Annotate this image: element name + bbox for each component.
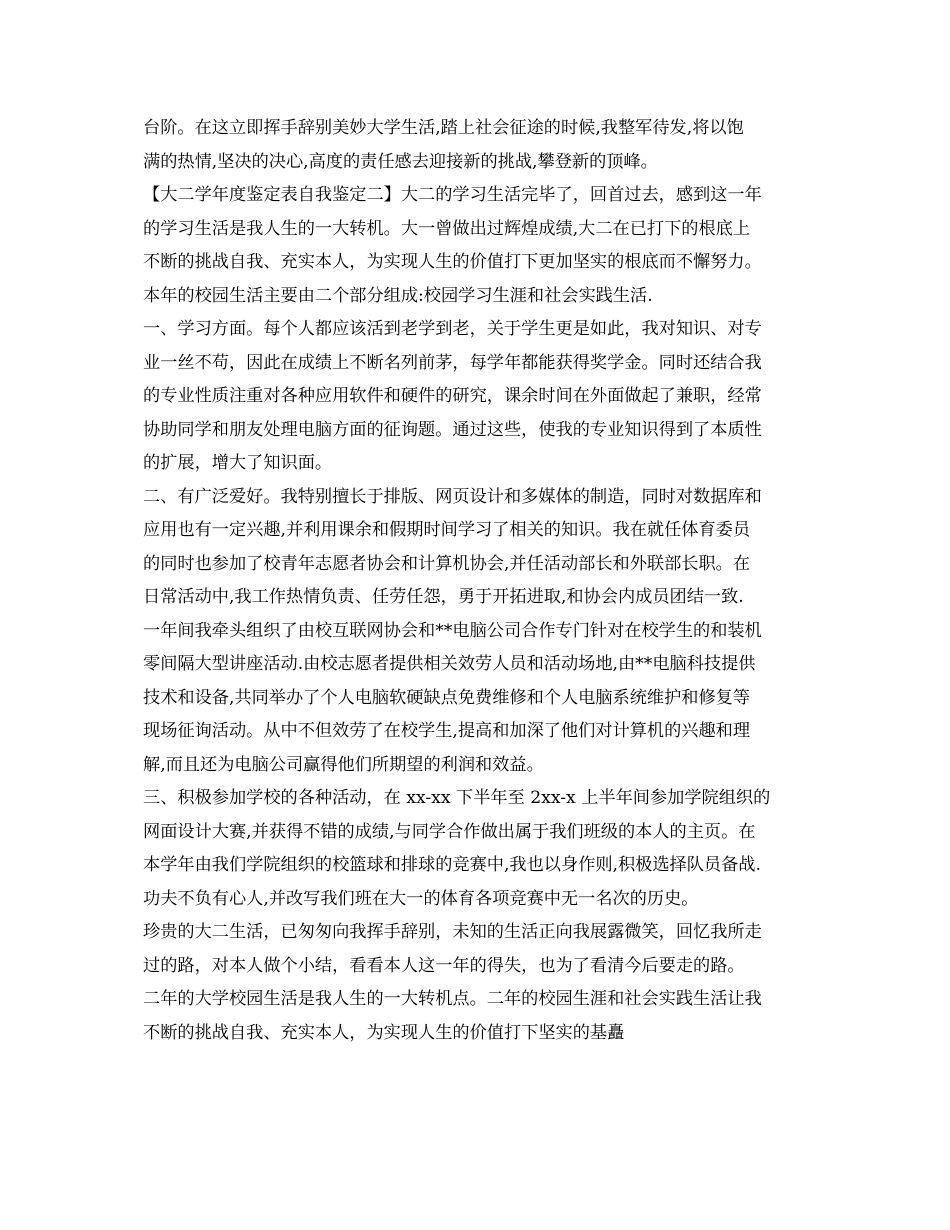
text-line: 技术和设备,共同举办了个人电脑软硬缺点免费维修和个人电脑系统维护和修复等	[143, 687, 751, 708]
text-line: 珍贵的大二生活，已匆匆向我挥手辞别，未知的生活正向我展露微笑，回忆我所走	[143, 922, 762, 942]
text-line: 本年的校园生活主要由二个部分组成:校园学习生涯和社会实践生活.	[143, 285, 653, 306]
text-line: 网面设计大赛,并获得不错的成绩,与同学合作做出属于我们班级的本人的主页。在	[143, 821, 756, 842]
text-line: 一、学习方面。每个人都应该活到老学到老，关于学生更是如此，我对知识、对专	[143, 319, 762, 339]
text-line: 的扩展，增大了知识面。	[143, 453, 333, 473]
text-line: 零间隔大型讲座活动.由校志愿者提供相关效劳人员和活动场地,由**电脑科技提供	[143, 654, 756, 674]
text-line: 满的热情,坚决的决心,高度的责任感去迎接新的挑战,攀登新的顶峰。	[143, 151, 658, 172]
text-line: 的专业性质注重对各种应用软件和硬件的研究，课余时间在外面做起了兼职，经常	[143, 386, 762, 406]
text-line: 的学习生活是我人生的一大转机。大一曾做出过辉煌成绩,大二在已打下的根底上	[143, 218, 751, 239]
text-line: 现场征询活动。从中不但效劳了在校学生,提高和加深了他们对计算机的兴趣和理	[143, 721, 751, 741]
text-line: 不断的挑战自我、充实本人，为实现人生的价值打下更加坚实的根底而不懈努力。	[143, 252, 762, 272]
text-line: 台阶。在这立即挥手辞别美妙大学生活,踏上社会征途的时候,我整军待发,将以饱	[143, 118, 744, 138]
text-line: 过的路，对本人做个小结，看看本人这一年的得失，也为了看清今后要走的路。	[143, 955, 745, 976]
text-line: 本学年由我们学院组织的校篮球和排球的竞赛中,我也以身作则,积极选择队员备战.	[143, 855, 761, 875]
text-line: 功夫不负有心人,并改写我们班在大一的体育各项竞赛中无一名次的历史。	[143, 888, 699, 909]
text-line: 【大二学年度鉴定表自我鉴定二】大二的学习生活完毕了，回首过去，感到这一年	[143, 185, 762, 205]
text-line: 二、有广泛爱好。我特别擅长于排版、网页设计和多媒体的制造，同时对数据库和	[143, 486, 762, 507]
text-line: 业一丝不苟，因此在成绩上不断名列前茅，每学年都能获得奖学金。同时还结合我	[143, 352, 762, 373]
text-line: 解,而且还为电脑公司赢得他们所期望的利润和效益。	[143, 754, 544, 775]
text-line: 应用也有一定兴趣,并利用课余和假期时间学习了相关的知识。我在就任体育委员	[143, 520, 751, 540]
document-body	[143, 112, 819, 1050]
text-line: 日常活动中,我工作热情负责、任劳任怨，勇于开拓进取,和协会内成员团结一致.	[143, 587, 744, 607]
text-line: 协助同学和朋友处理电脑方面的征询题。通过这些，使我的专业知识得到了本质性	[143, 419, 762, 440]
text-line: 二年的大学校园生活是我人生的一大转机点。二年的校园生涯和社会实践生活让我	[143, 989, 762, 1009]
text-line: 的同时也参加了校青年志愿者协会和计算机协会,并任活动部长和外联部长职。在	[143, 553, 751, 574]
text-line: 一年间我牵头组织了由校互联网协会和**电脑公司合作专门针对在校学生的和装机	[143, 620, 762, 641]
text-line: 不断的挑战自我、充实本人，为实现人生的价值打下坚实的基矗	[143, 1022, 625, 1043]
text-line: 三、积极参加学校的各种活动，在 xx-xx 下半年至 2xx-x 上半年间参加学院组织的	[143, 788, 771, 808]
